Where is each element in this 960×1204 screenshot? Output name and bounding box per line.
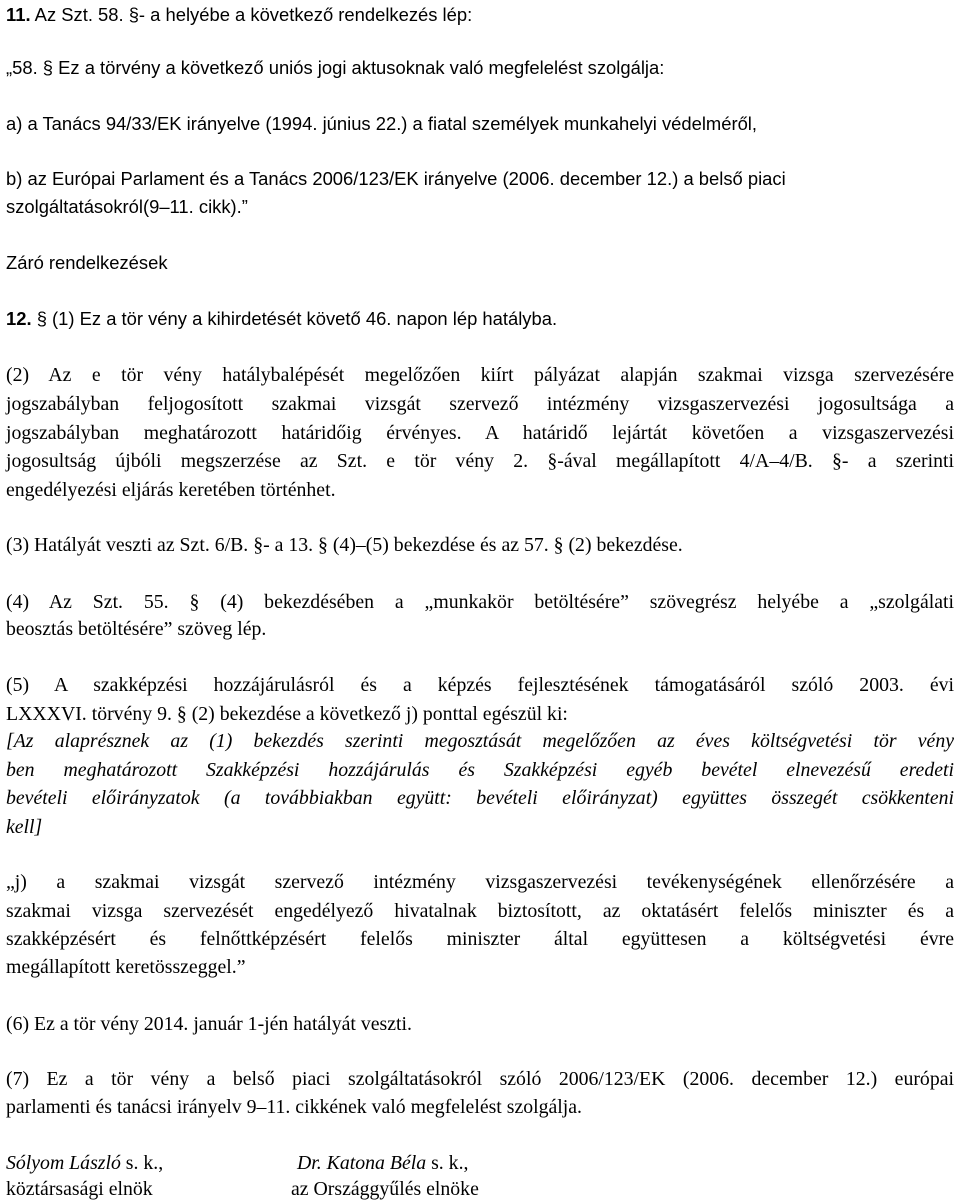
paragraph-7-line: parlamenti és tanácsi irányelv 9–11. cikkének való megfelelést szolgálja. bbox=[6, 1096, 583, 1118]
paragraph-6: (6) Ez a tör vény 2014. január 1-jén hatályát veszti. bbox=[6, 1013, 412, 1035]
signature-right-name: Dr. Katona Béla bbox=[297, 1152, 427, 1174]
section-12-line bbox=[6, 310, 557, 328]
paragraph-5-bracket-line: ben meghatározott Szakképzési hozzájárulás és Szakképzési egyéb bevétel elnevezésű eredeti bbox=[6, 759, 954, 781]
paragraph-4-line: beosztás betöltésére” szöveg lép. bbox=[6, 618, 267, 640]
paragraph-2-line: engedélyezési eljárás keretében történhet. bbox=[6, 479, 336, 501]
paragraph-7-line: (7) Ez a tör vény a belső piaci szolgáltatásokról szóló 2006/123/EK (2006. december 12.) európai bbox=[6, 1068, 954, 1090]
point-j-line: „j) a szakmai vizsgát szervező intézmény vizsgaszervezési tevékenységének ellenőrzésére a bbox=[6, 871, 954, 893]
point-j-line: szakmai vizsga szervezését engedélyező hivatalnak biztosított, az oktatásért felelős miniszter és a bbox=[6, 900, 954, 922]
paragraph-3: (3) Hatályát veszti az Szt. 6/B. §- a 13. § (4)–(5) bekezdése és az 57. § (2) bekezdése. bbox=[6, 534, 683, 556]
point-j-line: szakképzésért és felnőttképzésért felelős miniszter által együttesen a költségvetési évre bbox=[6, 928, 954, 950]
amendment-58-intro: „58. § Ez a törvény a következő uniós jogi aktusoknak való megfelelést szolgálja: bbox=[6, 57, 665, 78]
paragraph-2-line: (2) Az e tör vény hatálybalépését megelőzően kiírt pályázat alapján szakmai vizsga szervezésére bbox=[6, 364, 954, 386]
paragraph-2-line: jogszabályban meghatározott határidőig érvényes. A határidő lejártát követően a vizsgaszervezési bbox=[6, 422, 954, 444]
signature-left-name-line bbox=[6, 1154, 163, 1174]
signature-right-title: az Országgyűlés elnöke bbox=[291, 1178, 479, 1200]
section-12-paragraph-1: § (1) Ez a tör vény a kihirdetését követő 46. napon lép hatályba. bbox=[36, 308, 558, 329]
section-11-intro: Az Szt. 58. §- a helyébe a következő rendelkezés lép: bbox=[34, 4, 473, 25]
signature-left-suffix: s. k., bbox=[120, 1152, 164, 1174]
section-12-number: 12. bbox=[6, 308, 32, 329]
paragraph-2-line: jogosultság újbóli megszerzése az Szt. e tör vény 2. §-ával megállapított 4/A–4/B. §- a szerinti bbox=[6, 450, 954, 472]
signature-left-title: köztársasági elnök bbox=[6, 1178, 153, 1200]
amendment-item-a: a) a Tanács 94/33/EK irányelve (1994. június 22.) a fiatal személyek munkahelyi védelméről, bbox=[6, 113, 758, 134]
signature-left-name: Sólyom László bbox=[6, 1152, 121, 1174]
section-11-number: 11. bbox=[6, 4, 31, 25]
paragraph-5-bracket-line: bevételi előirányzatok (a továbbiakban együtt: bevételi előirányzat) együttes összegét csökkenteni bbox=[6, 787, 954, 809]
paragraph-5-bracket-line: kell] bbox=[6, 816, 43, 838]
paragraph-2-line: jogszabályban feljogosított szakmai vizsgát szervező intézmény vizsgaszervezési jogosultsága a bbox=[6, 393, 954, 415]
signature-right-suffix: s. k., bbox=[426, 1152, 469, 1174]
paragraph-5-line: (5) A szakképzési hozzájárulásról és a képzés fejlesztésének támogatásáról szóló 2003. évi bbox=[6, 674, 954, 696]
section-11-line bbox=[6, 6, 472, 24]
amendment-item-b-line-1: b) az Európai Parlament és a Tanács 2006/123/EK irányelve (2006. december 12.) a belső piaci bbox=[6, 168, 786, 189]
paragraph-4-line: (4) Az Szt. 55. § (4) bekezdésében a „munkakör betöltésére” szövegrész helyébe a „szolgálati bbox=[6, 591, 954, 613]
paragraph-5-line: LXXXVI. törvény 9. § (2) bekezdése a következő j) ponttal egészül ki: bbox=[6, 703, 568, 725]
amendment-item-b-line-2: szolgáltatásokról(9–11. cikk).” bbox=[6, 196, 248, 217]
point-j-line: megállapított keretösszeggel.” bbox=[6, 956, 246, 978]
signature-right-name-line bbox=[297, 1154, 468, 1174]
closing-provisions-heading: Záró rendelkezések bbox=[6, 252, 168, 273]
paragraph-5-bracket-line: [Az alaprésznek az (1) bekezdés szerinti megosztását megelőzően az éves költségvetési tör vény bbox=[6, 730, 954, 752]
